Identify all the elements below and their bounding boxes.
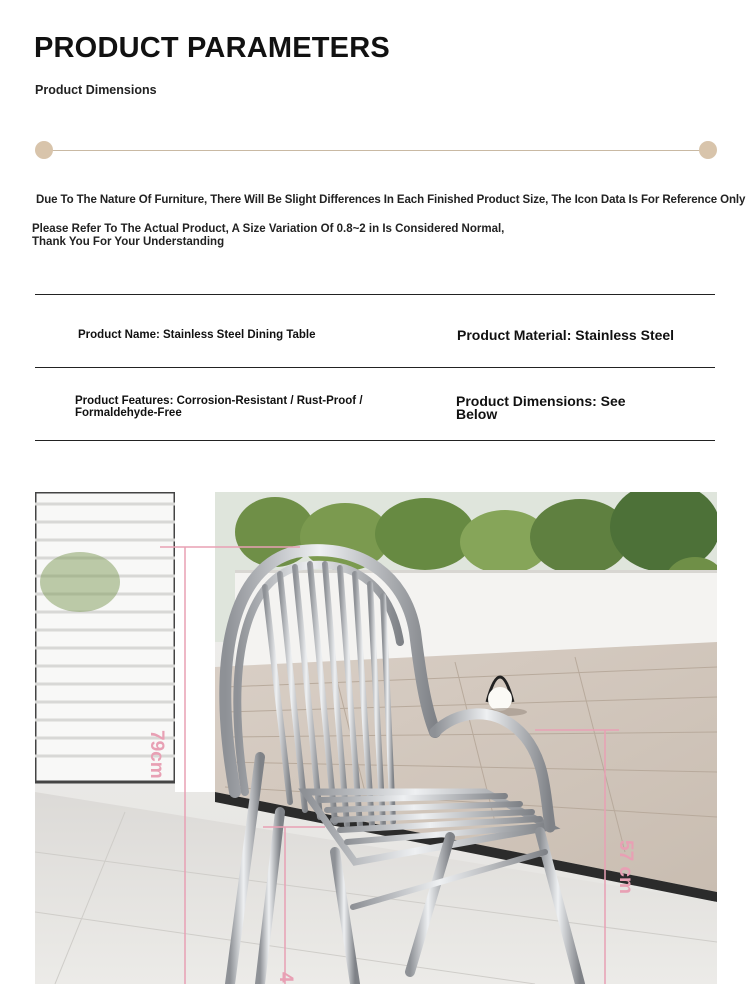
product-features xyxy=(75,395,363,419)
divider-dot-left xyxy=(35,141,53,159)
table-rule-top xyxy=(35,294,715,295)
decorative-divider xyxy=(35,141,717,159)
partial-dimension-label: 4 xyxy=(275,972,296,983)
table-rule-bottom xyxy=(35,440,715,441)
size-disclaimer: Due To The Nature Of Furniture, There Will Be Slight Differences In Each Finished Product Size, The Icon Data Is For Reference Only xyxy=(36,194,746,206)
features-line: Product Features: Corrosion-Resistant / Rust-Proof / xyxy=(75,395,363,407)
dimensions-line: Below xyxy=(456,405,498,422)
table-rule-middle xyxy=(35,367,715,368)
divider-dot-right xyxy=(699,141,717,159)
product-name: Product Name: Stainless Steel Dining Table xyxy=(78,329,316,341)
features-line: Formaldehyde-Free xyxy=(75,407,182,419)
height-dimension-label: 79cm xyxy=(146,730,167,779)
section-subtitle: Product Dimensions xyxy=(35,83,157,97)
product-dimensions xyxy=(456,395,626,420)
chair-illustration xyxy=(35,492,717,984)
divider-line xyxy=(44,150,708,151)
size-variation-note xyxy=(32,223,552,249)
size-variation-line: Please Refer To The Actual Product, A Size Variation Of 0.8~2 in Is Considered Normal, xyxy=(32,223,505,235)
window-blinds xyxy=(35,492,215,792)
thanks-line: Thank You For Your Understanding xyxy=(32,236,225,248)
seat-height-dimension-label: 57 cm xyxy=(615,840,636,894)
product-photo xyxy=(35,492,717,984)
product-material: Product Material: Stainless Steel xyxy=(457,327,675,343)
page-title: PRODUCT PARAMETERS xyxy=(34,32,390,64)
dimensions-line: Product Dimensions: See xyxy=(456,393,626,409)
